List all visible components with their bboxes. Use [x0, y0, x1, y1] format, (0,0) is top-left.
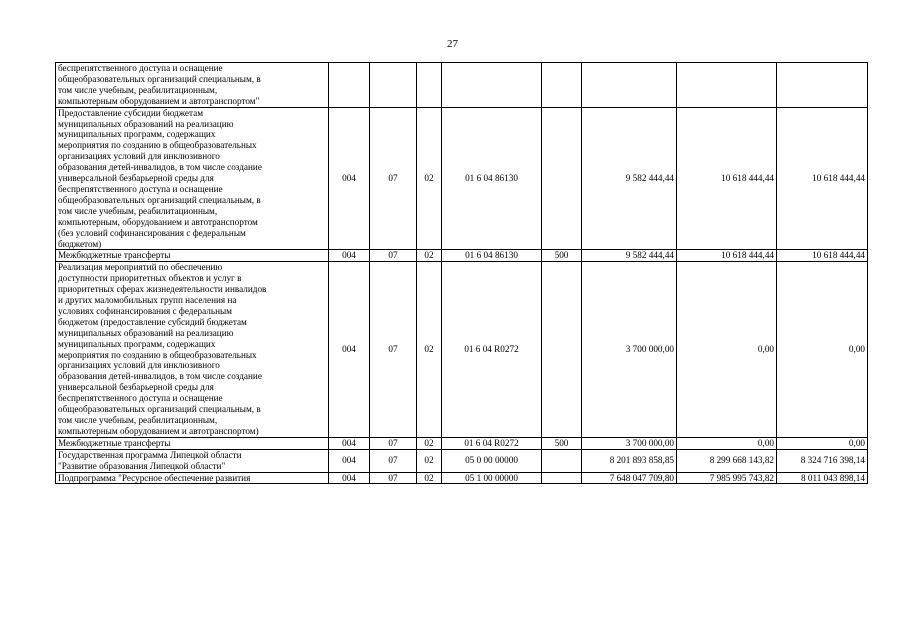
page-number: 27 [447, 38, 458, 50]
subsection-code-cell: 02 [417, 250, 442, 262]
item-name-cell [56, 250, 329, 262]
expense-type-cell: 500 [542, 437, 582, 449]
item-name-line: "Развитие образования Липецкой области" [58, 460, 226, 471]
target-article-cell: 01 6 04 R0272 [442, 437, 542, 449]
expense-type-cell: 500 [542, 250, 582, 262]
amount-year-3-cell: 10 618 444,44 [777, 107, 868, 250]
table-row [56, 262, 868, 438]
item-name-line: бюджетом) [58, 238, 102, 249]
amount-year-3-cell: 0,00 [777, 437, 868, 449]
target-article-cell: 05 0 00 00000 [442, 449, 542, 472]
section-code-cell: 07 [370, 472, 417, 484]
item-name-line: образования детей-инвалидов, в том числе создание [58, 162, 262, 173]
item-name-line: бюджетом (предоставление субсидий бюджетам [58, 316, 247, 327]
table-row [56, 63, 868, 108]
expense-type-cell [542, 262, 582, 438]
table-row [56, 437, 868, 449]
amount-year-3-cell [777, 63, 868, 108]
item-name-line: универсальной безбарьерной среды для [58, 382, 214, 393]
item-name-line: Государственная программа Липецкой области [58, 449, 242, 460]
ministry-code-cell: 004 [329, 250, 370, 262]
amount-year-1-cell: 3 700 000,00 [582, 437, 677, 449]
budget-table [55, 62, 868, 484]
ministry-code-cell: 004 [329, 472, 370, 484]
amount-year-2-cell: 10 618 444,44 [677, 250, 777, 262]
item-name-cell [56, 107, 329, 250]
item-name-line: мероприятия по созданию в общеобразовательных [58, 349, 257, 360]
item-name-line: компьютерным оборудованием и автотранспортом" [58, 95, 260, 106]
amount-year-3-cell: 8 324 716 398,14 [777, 449, 868, 472]
target-article-cell: 01 6 04 R0272 [442, 262, 542, 438]
item-name-line: доступности приоритетных объектов и услуг в [58, 273, 242, 284]
item-name-line: муниципальных образований на реализацию [58, 118, 234, 129]
amount-year-1-cell: 9 582 444,44 [582, 107, 677, 250]
subsection-code-cell: 02 [417, 437, 442, 449]
item-name-line: том числе учебным, реабилитационным, [58, 415, 218, 425]
ministry-code-cell [329, 63, 370, 108]
section-code-cell: 07 [370, 250, 417, 262]
item-name-cell [56, 63, 329, 108]
item-name-line: Межбюджетные трансферты [58, 437, 171, 448]
item-name-cell [56, 449, 329, 472]
expense-type-cell [542, 107, 582, 250]
subsection-code-cell: 02 [417, 262, 442, 438]
item-name-line: общеобразовательных организаций специальным, в [58, 404, 261, 415]
item-name-cell [56, 472, 329, 484]
item-name-line: Межбюджетные трансферты [58, 250, 171, 261]
item-name-line: беспрепятственного доступа и оснащение [58, 183, 223, 194]
target-article-cell: 01 6 04 86130 [442, 250, 542, 262]
item-name-line: компьютерным оборудованием и автотранспортом) [58, 425, 259, 436]
item-name-cell [56, 262, 329, 438]
amount-year-1-cell: 3 700 000,00 [582, 262, 677, 438]
subsection-code-cell: 02 [417, 449, 442, 472]
amount-year-3-cell: 0,00 [777, 262, 868, 438]
item-name-line: Реализация мероприятий по обеспечению [58, 262, 223, 273]
section-code-cell [370, 63, 417, 108]
amount-year-3-cell: 10 618 444,44 [777, 250, 868, 262]
amount-year-2-cell: 0,00 [677, 437, 777, 449]
section-code-cell: 07 [370, 449, 417, 472]
amount-year-2-cell: 0,00 [677, 262, 777, 438]
amount-year-1-cell [582, 63, 677, 108]
table-row [56, 472, 868, 484]
amount-year-2-cell: 8 299 668 143,82 [677, 449, 777, 472]
subsection-code-cell: 02 [417, 472, 442, 484]
item-name-line: универсальной безбарьерной среды для [58, 173, 214, 184]
target-article-cell: 05 1 00 00000 [442, 472, 542, 484]
item-name-line: беспрепятственного доступа и оснащение [58, 63, 223, 73]
section-code-cell: 07 [370, 262, 417, 438]
amount-year-2-cell [677, 63, 777, 108]
item-name-line: Подпрограмма "Ресурсное обеспечение развития [58, 472, 251, 483]
ministry-code-cell: 004 [329, 262, 370, 438]
amount-year-1-cell: 7 648 047 709,80 [582, 472, 677, 484]
item-name-line: общеобразовательных организаций специальным, в [58, 73, 261, 84]
section-code-cell: 07 [370, 107, 417, 250]
item-name-line: Предоставление субсидии бюджетам [58, 107, 204, 118]
amount-year-2-cell: 10 618 444,44 [677, 107, 777, 250]
item-name-line: и других маломобильных групп населения на [58, 295, 237, 306]
item-name-line: условиях софинансирования с федеральным [58, 305, 232, 316]
item-name-cell [56, 437, 329, 449]
ministry-code-cell: 004 [329, 437, 370, 449]
item-name-line: организациях условий для инклюзивного [58, 151, 220, 162]
item-name-line: организациях условий для инклюзивного [58, 360, 220, 371]
amount-year-1-cell: 9 582 444,44 [582, 250, 677, 262]
item-name-line: муниципальных программ, содержащих [58, 338, 216, 349]
expense-type-cell [542, 449, 582, 472]
amount-year-2-cell: 7 985 995 743,82 [677, 472, 777, 484]
expense-type-cell [542, 472, 582, 484]
item-name-line: том числе учебным, реабилитационным, [58, 84, 218, 95]
item-name-line: образования детей-инвалидов, в том числе создание [58, 371, 262, 382]
item-name-line: мероприятия по созданию в общеобразовательных [58, 140, 257, 151]
expense-type-cell [542, 63, 582, 108]
target-article-cell [442, 63, 542, 108]
item-name-line: компьютерным, оборудованием и автотранспортом [58, 216, 258, 227]
amount-year-1-cell: 8 201 893 858,85 [582, 449, 677, 472]
table-row [56, 107, 868, 250]
item-name-line: том числе учебным, реабилитационным, [58, 205, 218, 216]
item-name-line: общеобразовательных организаций специальным, в [58, 194, 261, 205]
section-code-cell: 07 [370, 437, 417, 449]
table-row [56, 250, 868, 262]
subsection-code-cell [417, 63, 442, 108]
subsection-code-cell: 02 [417, 107, 442, 250]
item-name-line: (без условий софинансирования с федеральным [58, 227, 246, 238]
amount-year-3-cell: 8 011 043 898,14 [777, 472, 868, 484]
item-name-line: муниципальных программ, содержащих [58, 129, 216, 140]
item-name-line: приоритетных сферах жизнедеятельности инвалидов [58, 284, 267, 295]
item-name-line: беспрепятственного доступа и оснащение [58, 393, 223, 404]
table-row [56, 449, 868, 472]
ministry-code-cell: 004 [329, 107, 370, 250]
target-article-cell: 01 6 04 86130 [442, 107, 542, 250]
ministry-code-cell: 004 [329, 449, 370, 472]
item-name-line: муниципальных образований на реализацию [58, 327, 234, 338]
